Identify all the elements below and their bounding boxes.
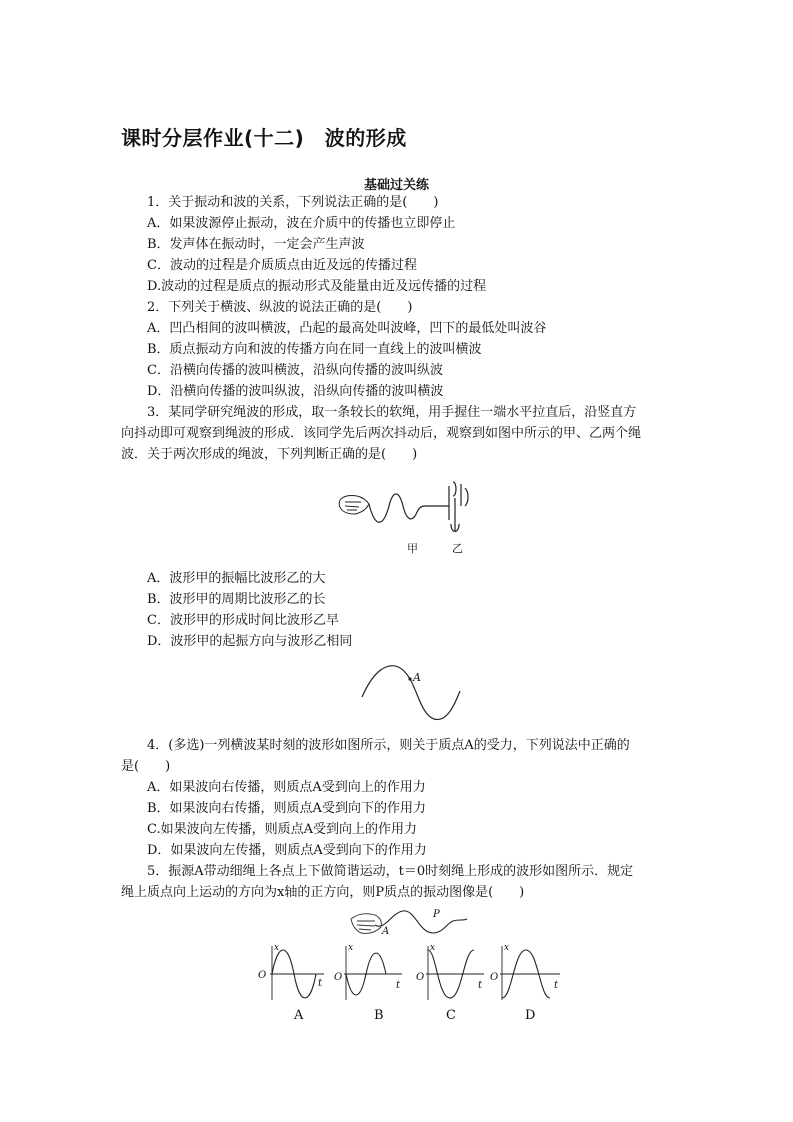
fig-label-jia: 甲 — [407, 542, 418, 555]
q4-wave-curve — [362, 666, 460, 720]
hand-icon — [339, 496, 369, 515]
q4-point-a-label: A — [413, 671, 421, 684]
q5-stem-line2: 绳上质点向上运动的方向为x轴的正方向，则P质点的振动图像是( ) — [121, 885, 525, 900]
q1-stem: 1．关于振动和波的关系，下列说法正确的是( ) — [147, 195, 439, 210]
q5-stem-line1: 5．振源A带动细绳上各点上下做简谐运动，t＝0时刻绳上形成的波形如图所示．规定 — [147, 864, 634, 879]
q2-stem: 2．下列关于横波、纵波的说法正确的是( ) — [147, 300, 413, 315]
axis-o-label: O — [334, 972, 343, 983]
q4-point-a-dot — [408, 677, 411, 680]
axis-x-label: x — [504, 943, 510, 953]
q1-option-d: D.波动的过程是质点的振动形式及能量由近及远传播的过程 — [147, 279, 487, 294]
q4-stem-line1: 4．(多选)一列横波某时刻的波形如图所示，则关于质点A的受力，下列说法中正确的 — [147, 738, 630, 753]
q4-option-d: D．如果波向左传播，则质点A受到向下的作用力 — [147, 843, 427, 858]
q3-option-c: C．波形甲的形成时间比波形乙早 — [147, 613, 339, 628]
q4-option-c: C.如果波向左传播，则质点A受到向上的作用力 — [147, 822, 418, 837]
q4-option-a: A．如果波向右传播，则质点A受到向上的作用力 — [147, 780, 426, 795]
q3-rope-wave-figure — [335, 476, 475, 556]
axis-x-label: x — [430, 943, 436, 953]
graph-label-c: C — [446, 1008, 456, 1023]
graph-label-b: B — [374, 1008, 384, 1023]
hand-icon — [351, 914, 381, 934]
q5-point-a-label: A — [382, 926, 390, 937]
q1-option-c: C．波动的过程是介质质点由近及远的传播过程 — [147, 258, 417, 273]
q4-wave-figure — [358, 657, 464, 727]
axis-o-label: O — [258, 970, 267, 981]
q5-point-p-label: P — [433, 909, 440, 920]
fig-label-yi: 乙 — [452, 542, 463, 555]
q4-stem-line2: 是( ) — [121, 759, 171, 774]
q3-stem-line3: 波．关于两次形成的绳波，下列判断正确的是( ) — [121, 447, 418, 462]
q3-stem-line1: 3．某同学研究绳波的形成，取一条较长的软绳，用手握住一端水平拉直后，沿竖直方 — [147, 405, 637, 420]
graph-label-d: D — [525, 1008, 536, 1023]
axis-t-label: t — [478, 980, 483, 991]
q3-stem-line2: 向抖动即可观察到绳波的形成．该同学先后两次抖动后，观察到如图中所示的甲、乙两个绳 — [121, 426, 642, 441]
q2-option-b: B．质点振动方向和波的传播方向在同一直线上的波叫横波 — [147, 342, 482, 357]
q2-option-d: D．沿横向传播的波叫纵波，沿纵向传播的波叫横波 — [147, 384, 444, 399]
q1-option-b: B．发声体在振动时，一定会产生声波 — [147, 237, 365, 252]
axis-t-label: t — [554, 980, 559, 991]
q4-option-b: B．如果波向右传播，则质点A受到向下的作用力 — [147, 801, 426, 816]
section-heading: 基础过关练 — [363, 178, 429, 193]
wave-jia — [369, 494, 449, 522]
wave-yi — [449, 482, 468, 532]
q5-graph-a — [258, 942, 328, 1002]
q2-option-a: A．凹凸相间的波叫横波，凸起的最高处叫波峰，凹下的最低处叫波谷 — [147, 321, 547, 336]
page-title: 课时分层作业(十二) 波的形成 — [121, 126, 407, 150]
q3-option-a: A．波形甲的振幅比波形乙的大 — [147, 571, 326, 586]
q5-graph-b — [336, 942, 406, 1002]
axis-o-label: O — [416, 972, 425, 983]
axis-o-label: O — [490, 972, 499, 983]
graph-label-a: A — [294, 1008, 304, 1023]
axis-x-label: x — [348, 943, 354, 953]
q5-graph-c — [418, 942, 488, 1002]
q5-rope-figure — [345, 903, 470, 943]
q5-graph-d — [492, 942, 564, 1002]
q2-option-c: C．沿横向传播的波叫横波，沿纵向传播的波叫纵波 — [147, 363, 443, 378]
q1-option-a: A．如果波源停止振动，波在介质中的传播也立即停止 — [147, 216, 456, 231]
q3-option-b: B．波形甲的周期比波形乙的长 — [147, 592, 326, 607]
axis-x-label: x — [274, 943, 280, 953]
axis-t-label: t — [318, 978, 323, 989]
q3-option-d: D．波形甲的起振方向与波形乙相同 — [147, 634, 353, 649]
axis-t-label: t — [396, 980, 401, 991]
